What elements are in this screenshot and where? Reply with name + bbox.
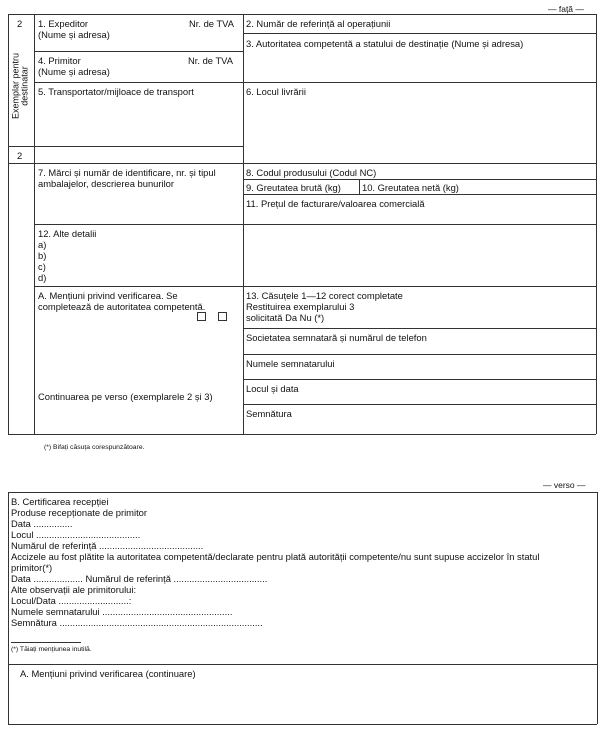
verso-section-b-title: B. Certificarea recepției — [11, 496, 109, 507]
field-12-item-b: b) — [38, 250, 47, 261]
field-1-expeditor-label: 1. Expeditor — [38, 18, 89, 29]
front-footnote: (*) Bifați căsuța corespunzătoare. — [44, 444, 145, 451]
field-6-delivery-place-label: 6. Locul livrării — [246, 86, 306, 97]
verso-footnote: (*) Tăiați mențiunea inutilă. — [11, 646, 92, 653]
field-1-vat-label: Nr. de TVA — [189, 18, 234, 29]
verso-received-products: Produse recepționate de primitor — [11, 507, 148, 518]
field-11-invoice-price-label: 11. Prețul de facturare/valoarea comercială — [246, 198, 425, 209]
field-a-verification-line2: completează de autoritatea competentă. — [38, 301, 206, 312]
field-12-other-details-label: 12. Alte detalii — [38, 228, 97, 239]
verso-signatory-line: Numele semnatarului .................................................. — [11, 606, 233, 617]
field-5-carrier-label: 5. Transportator/mijloace de transport — [38, 86, 194, 97]
field-3-authority-label: 3. Autoritatea competentă a statului de destinație (Nume și adresa) — [246, 38, 524, 49]
field-a-verification-line1: A. Mențiuni privind verificarea. Se — [38, 290, 178, 301]
front-page-label: — față — — [548, 4, 584, 14]
verso-signature-line: Semnătura .............................................................................. — [11, 617, 263, 628]
field-9-gross-weight-label: 9. Greutatea brută (kg) — [246, 182, 341, 193]
field-12-item-a: a) — [38, 239, 47, 250]
field-4-recipient-label: 4. Primitor — [38, 55, 81, 66]
verso-place-date-line: Locul/Data ...........................: — [11, 595, 132, 606]
field-signing-company-label: Societatea semnatară și numărul de telefon — [246, 332, 427, 343]
field-signatory-name-label: Numele semnatarului — [246, 358, 335, 369]
verso-excise-statement: Accizele au fost plătite la autoritatea competentă/declarate pentru plată autorității competente/nu sunt supuse accizelor în statul — [11, 551, 540, 562]
copy-number-top: 2 — [17, 18, 23, 29]
verso-other-observations: Alte observații ale primitorului: — [11, 584, 137, 595]
field-4-vat-label: Nr. de TVA — [188, 55, 233, 66]
field-13-requested-yes-no: solicitată Da Nu (*) — [246, 312, 325, 323]
verso-verification-continued-label: A. Mențiuni privind verificarea (continuare) — [20, 668, 196, 679]
field-7-marks-label-line1: 7. Mărci și număr de identificare, nr. și tipul — [38, 167, 216, 178]
field-4-sub-label: (Nume și adresa) — [38, 66, 110, 77]
back-page-label: — verso — — [543, 480, 586, 490]
verso-reference-line: Numărul de referință ........................................ — [11, 540, 204, 551]
field-2-reference-label: 2. Număr de referință al operațiunii — [246, 18, 391, 29]
verso-date-line: Data ............... — [11, 518, 73, 529]
copy-number-bottom: 2 — [17, 150, 23, 161]
verso-place-line: Locul ........................................ — [11, 529, 141, 540]
field-8-product-code-label: 8. Codul produsului (Codul NC) — [246, 167, 377, 178]
field-a-continue-verso: Continuarea pe verso (exemplarele 2 și 3) — [38, 391, 213, 402]
field-10-net-weight-label: 10. Greutatea netă (kg) — [362, 182, 459, 193]
field-12-item-d: d) — [38, 272, 47, 283]
copy-recipient-vertical-text: Exemplar pentru destinatar — [10, 52, 30, 120]
field-12-item-c: c) — [38, 261, 46, 272]
field-1-sub-label: (Nume și adresa) — [38, 29, 110, 40]
field-signature-label: Semnătura — [246, 408, 292, 419]
field-13-return-copy: Restituirea exemplarului 3 — [246, 301, 355, 312]
field-7-marks-label-line2: ambalajelor, descrierea bunurilor — [38, 178, 175, 189]
verso-date-reference-line: Data ................... Numărul de referință .................................... — [11, 573, 268, 584]
field-13-boxes-complete: 13. Căsuțele 1—12 corect completate — [246, 290, 403, 301]
field-place-date-label: Locul și data — [246, 383, 299, 394]
verso-excise-statement-cont: primitor(*) — [11, 562, 53, 573]
